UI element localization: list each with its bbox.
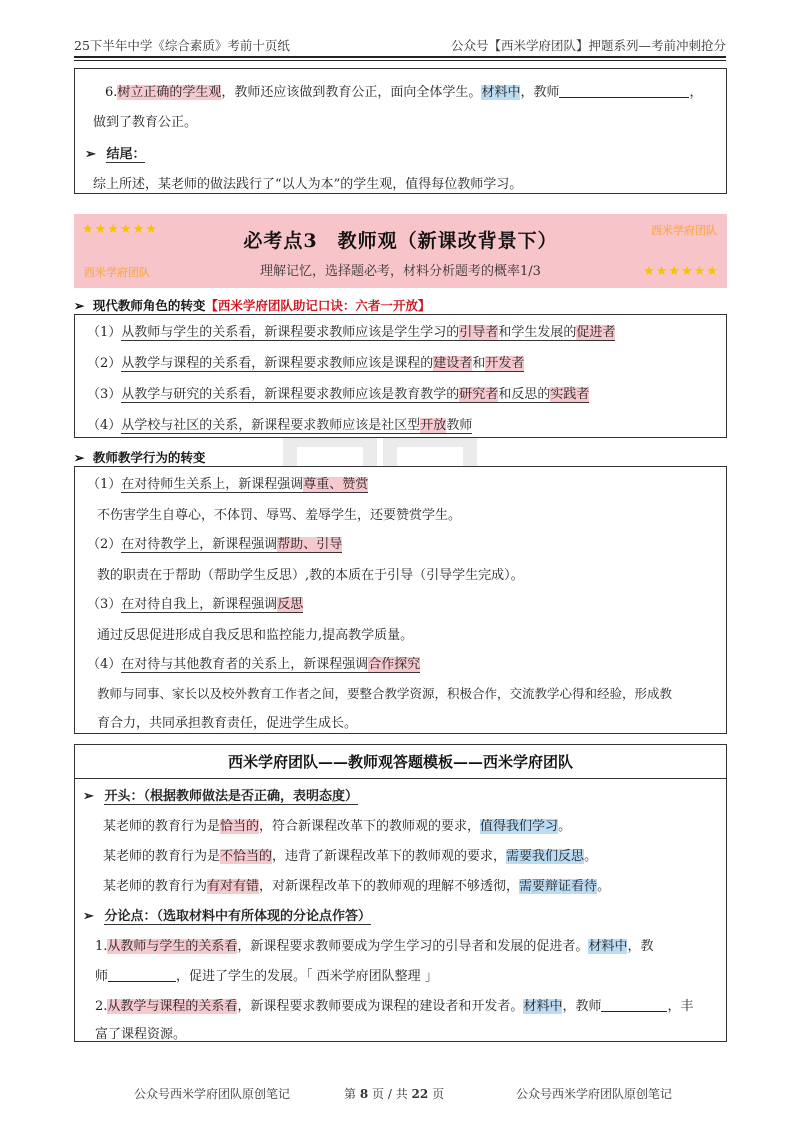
arrow-bullet-icon: ➢ <box>74 298 85 313</box>
role-relation: 从学校与社区的关系，新课程要求教师应该是社区型 <box>121 418 421 433</box>
role-joiner: 和反思的 <box>498 387 551 402</box>
point-number: 2. <box>95 999 108 1014</box>
points-label: 分论点：（选取材料中有所体现的分论点作答） <box>104 909 371 924</box>
teacher-label: ，教师 <box>562 999 602 1014</box>
arrow-bullet-icon: ➢ <box>74 450 85 465</box>
current-page: 8 <box>359 1087 369 1101</box>
material-tag: 材料中 <box>523 999 563 1014</box>
role-key: 引导者 <box>459 325 499 340</box>
point-2-text: ，新课程要求教师要成为课程的建设者和开发者。 <box>237 999 524 1014</box>
behavior-key: 尊重、赞赏 <box>303 477 369 492</box>
opening-mid: ，符合新课程改革下的教师观的要求， <box>259 819 481 834</box>
behavior-item <box>87 473 368 492</box>
line-end: ，丰 <box>667 999 694 1014</box>
arrow-bullet-icon: ➢ <box>83 789 94 804</box>
item-number: （3） <box>87 387 122 402</box>
material-tag: 材料中 <box>481 85 521 100</box>
point-1-line <box>95 935 653 954</box>
item-number: （4） <box>87 418 122 433</box>
opening-post: 。 <box>558 819 572 834</box>
page-suffix: 页 <box>432 1087 445 1101</box>
behavior-key: 合作探究 <box>368 657 421 672</box>
point-6-text: ，教师还应该做到教育公正，面向全体学生。 <box>221 85 482 100</box>
banner-title: 必考点3 教师观（新课改背景下） <box>243 230 558 252</box>
opening-mid: ，对新课程改革下的教师观的理解不够透彻， <box>259 879 520 894</box>
star-rating-right: ★★★★★★ <box>643 264 719 279</box>
points-heading <box>83 905 371 924</box>
behavior-lead: 在对待与其他教育者的关系上，新课程强调 <box>121 657 369 672</box>
point-1-text: ，新课程要求教师要成为学生学习的引导者和发展的促进者。 <box>237 939 589 954</box>
opening-mid: ，违背了新课程改革下的教师观的要求， <box>272 849 507 864</box>
opening-line <box>103 875 610 894</box>
role-item <box>87 321 615 340</box>
page-number <box>344 1085 444 1102</box>
point-number: 1. <box>95 939 108 954</box>
line-end: ， <box>689 85 703 100</box>
point-number: 6. <box>105 85 118 100</box>
role-joiner: 和 <box>472 356 486 371</box>
arrow-bullet-icon: ➢ <box>83 909 94 924</box>
point-6-continuation: 做到了教育公正。 <box>93 115 198 130</box>
page-separator: 页 / 共 <box>372 1087 408 1101</box>
behavior-lead: 在对待教学上，新课程强调 <box>121 537 278 552</box>
arrow-bullet-icon: ➢ <box>85 147 96 162</box>
behavior-desc-continuation: 育合力，共同承担教育责任，促进学生成长。 <box>97 716 358 731</box>
total-pages: 22 <box>411 1087 429 1101</box>
item-number: （3） <box>87 597 122 612</box>
role-key: 开放 <box>420 418 447 433</box>
header-left: 25下半年中学《综合素质》考前十页纸 <box>74 38 290 53</box>
role-relation: 从教学与研究的关系看，新课程要求教师应该是教育教学的 <box>121 387 460 402</box>
role-item <box>87 414 472 433</box>
opening-conclusion: 值得我们学习 <box>480 819 559 834</box>
behavior-desc: 教师与同事、家长以及校外教育工作者之间，要整合教学资源，积极合作，交流教学心得和经验，形成教 <box>97 686 673 701</box>
item-number: （1） <box>87 325 122 340</box>
opening-pre: 某老师的教育行为是 <box>103 849 221 864</box>
opening-pre: 某老师的教育行为 <box>103 879 208 894</box>
point-6-highlight: 树立正确的学生观 <box>117 85 222 100</box>
roles-heading <box>74 296 430 314</box>
opening-conclusion: 需要我们反思 <box>506 849 585 864</box>
answer-blank <box>559 85 689 98</box>
template-title: 西米学府团队——教师观答题模板——西米学府团队 <box>227 753 573 771</box>
role-item <box>87 352 524 371</box>
header-right: 公众号【西米学府团队】押题系列—考前冲刺抢分 <box>450 38 726 53</box>
banner-watermark-left: 西米学府团队 <box>84 266 150 279</box>
mnemonic-text: 【西米学府团队助记口诀：六者一开放】 <box>205 298 431 313</box>
behavior-key: 帮助、引导 <box>277 537 343 552</box>
point-1-continuation <box>95 965 438 984</box>
opening-label: 开头：（根据教师做法是否正确，表明态度） <box>104 789 358 804</box>
item-number: （4） <box>87 657 122 672</box>
opening-line <box>103 815 571 834</box>
opening-post: 。 <box>584 849 598 864</box>
opening-line <box>103 845 597 864</box>
item-number: （1） <box>87 477 122 492</box>
role-key: 实践者 <box>550 387 590 402</box>
teacher-label: 师 <box>95 969 109 984</box>
ending-label: 结尾： <box>106 147 146 162</box>
behaviors-heading-text: 教师教学行为的转变 <box>92 450 206 465</box>
role-relation: 从教师与学生的关系看，新课程要求教师应该是学生学习的 <box>121 325 460 340</box>
teacher-roles-box <box>74 314 727 438</box>
behavior-desc: 不伤害学生自尊心，不体罚、辱骂、羞辱学生，还要赞赏学生。 <box>97 508 462 523</box>
role-relation: 从教学与课程的关系看，新课程要求教师应该是课程的 <box>121 356 434 371</box>
header-rule-thin <box>74 60 726 61</box>
behavior-item <box>87 653 420 672</box>
point-1-conclusion: ，促进了学生的发展。「 西米学府团队整理 」 <box>176 969 438 984</box>
ending-text: 综上所述，某老师的做法践行了“以人为本”的学生观，值得每位教师学习。 <box>93 177 523 192</box>
opening-conclusion: 需要辩证看待 <box>519 879 598 894</box>
point-2-line <box>95 995 693 1014</box>
point-2-continuation: 富了课程资源。 <box>95 1027 187 1042</box>
point-1-highlight: 从教师与学生的关系看 <box>107 939 238 954</box>
banner-subtitle: 理解记忆，选择题必考，材料分析题考的概率1/3 <box>260 264 541 279</box>
key-point-banner <box>74 214 727 288</box>
opening-pre: 某老师的教育行为是 <box>103 819 221 834</box>
roles-heading-text: 现代教师角色的转变 <box>92 298 206 313</box>
footer-left: 公众号西米学府团队原创笔记 <box>134 1087 291 1101</box>
material-tag: 材料中 <box>588 939 628 954</box>
role-key: 建设者 <box>433 356 473 371</box>
behavior-item <box>87 533 342 552</box>
teacher-label: ，教师 <box>520 85 560 100</box>
role-joiner: 和学生发展的 <box>498 325 577 340</box>
point-6-line <box>105 81 702 100</box>
answer-blank <box>601 999 667 1012</box>
behaviors-heading <box>74 448 205 466</box>
item-number: （2） <box>87 537 122 552</box>
role-key: 开发者 <box>485 356 525 371</box>
ending-heading <box>85 143 145 162</box>
opening-judgement: 不恰当的 <box>220 849 273 864</box>
behavior-desc: 通过反思促进形成自我反思和监控能力,提高教学质量。 <box>97 628 414 643</box>
opening-judgement: 恰当的 <box>220 819 260 834</box>
opening-post: 。 <box>597 879 611 894</box>
role-key: 促进者 <box>576 325 616 340</box>
answer-template-box <box>74 744 727 1042</box>
behavior-key: 反思 <box>277 597 304 612</box>
behavior-lead: 在对待师生关系上，新课程强调 <box>121 477 304 492</box>
item-number: （2） <box>87 356 122 371</box>
behavior-item <box>87 593 303 612</box>
template-divider <box>75 778 726 779</box>
footer-right: 公众号西米学府团队原创笔记 <box>516 1087 673 1101</box>
opening-judgement: 有对有错 <box>207 879 260 894</box>
page-header <box>74 36 726 54</box>
banner-watermark-right: 西米学府团队 <box>651 224 717 237</box>
role-suffix: 教师 <box>446 418 473 433</box>
page-prefix: 第 <box>344 1087 357 1101</box>
point-2-highlight: 从教学与课程的关系看 <box>107 999 238 1014</box>
student-view-ending-box <box>74 68 727 194</box>
role-key: 研究者 <box>459 387 499 402</box>
behavior-desc: 教的职责在于帮助（帮助学生反思）,教的本质在于引导（引导学生完成）。 <box>97 568 524 583</box>
answer-blank <box>108 969 176 982</box>
star-rating-left: ★★★★★★ <box>82 222 158 237</box>
opening-heading <box>83 785 358 804</box>
teacher-label: ，教 <box>627 939 654 954</box>
behavior-lead: 在对待自我上，新课程强调 <box>121 597 278 612</box>
teaching-behaviors-box <box>74 466 727 734</box>
role-item <box>87 383 589 402</box>
header-rule <box>74 56 726 58</box>
